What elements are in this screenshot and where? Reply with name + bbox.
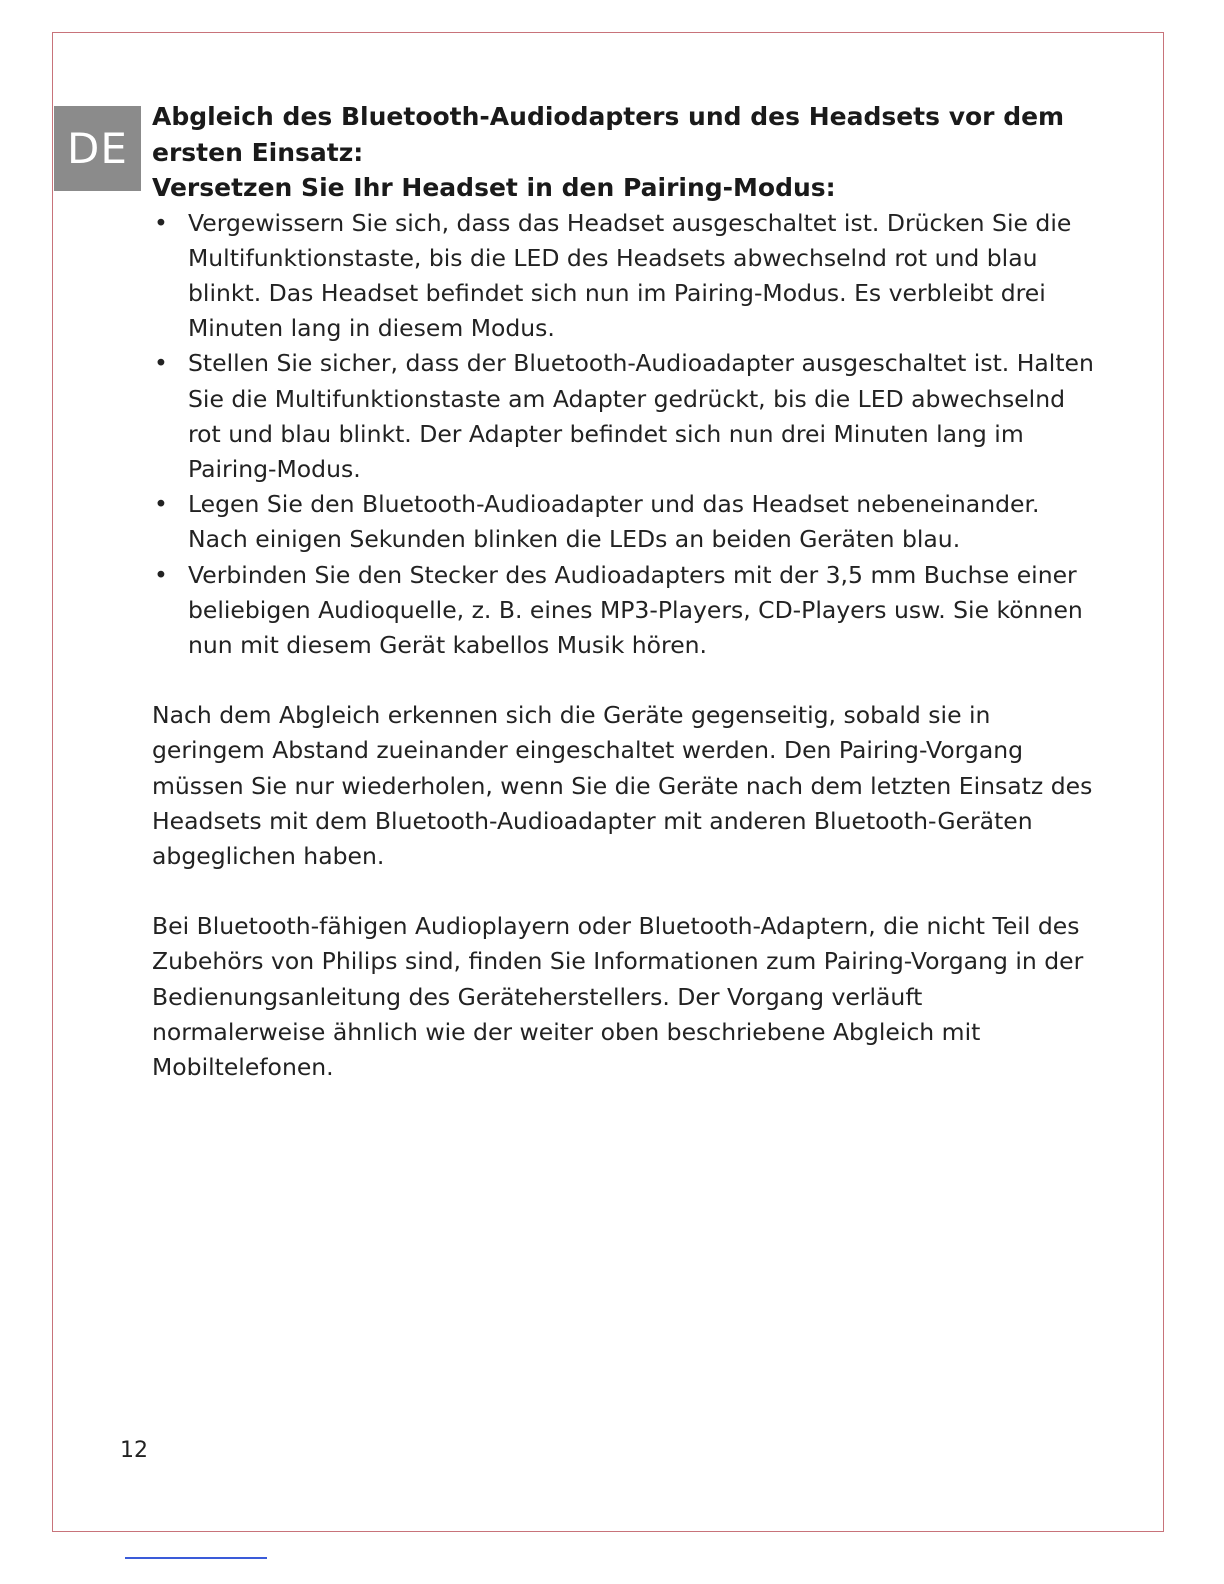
heading-line-1: Abgleich des Bluetooth-Audiodapters und des Headsets vor dem — [152, 102, 1065, 131]
pairing-steps-list — [152, 206, 1097, 664]
step-text: Verbinden Sie den Stecker des Audioadapters mit der 3,5 mm Buchse einer beliebigen Audioquelle, z. B. eines MP3-Players, CD-Players usw. Sie können nun mit diesem Gerät kabellos Musik hören. — [188, 560, 1083, 659]
step-text: Legen Sie den Bluetooth-Audioadapter und das Headset nebeneinander. Nach einigen Sekunden blinken die LEDs an beiden Geräten blau. — [188, 490, 1040, 554]
heading-line-3: Versetzen Sie Ihr Headset in den Pairing-Modus: — [152, 173, 836, 202]
step-text: Stellen Sie sicher, dass der Bluetooth-Audioadapter ausgeschaltet ist. Halten Sie die Multifunktionstaste am Adapter gedrückt, bis die LED abwechselnd rot und blau blinkt. Der Adapter befindet sich nun drei Minuten lang im Pairing-Modus. — [188, 349, 1094, 483]
list-item — [152, 206, 1097, 347]
bullet-icon: • — [154, 349, 168, 378]
paragraph-third-party: Bei Bluetooth-fähigen Audioplayern oder Bluetooth-Adaptern, die nicht Teil des Zubehörs von Philips sind, finden Sie Informationen zum Pairing-Vorgang in der Bedienungsanleitung des Geräteherstellers. Der Vorgang verläuft normalerweise ähnlich wie der weiter oben beschriebene Abgleich mit Mobiltelefonen. — [152, 912, 1084, 1081]
step-text: Vergewissern Sie sich, dass das Headset ausgeschaltet ist. Drücken Sie die Multifunktionstaste, bis die LED des Headsets abwechselnd rot und blau blinkt. Das Headset befindet sich nun im Pairing-Modus. Es verbleibt drei Minuten lang in diesem Modus. — [188, 208, 1072, 343]
page-number: 12 — [120, 1438, 148, 1463]
list-item — [152, 558, 1097, 664]
paragraph-recognition: Nach dem Abgleich erkennen sich die Geräte gegenseitig, sobald sie in geringem Abstand zueinander eingeschaltet werden. Den Pairing-Vorgang müssen Sie nur wiederholen, wenn Sie die Geräte nach dem letzten Einsatz des Headsets mit dem Bluetooth-Audioadapter mit anderen Bluetooth-Geräten abgeglichen haben. — [152, 701, 1093, 870]
section-heading — [152, 99, 1097, 206]
list-item — [152, 346, 1097, 487]
bullet-icon: • — [154, 560, 168, 589]
bottom-rule — [125, 1557, 267, 1559]
heading-line-2: ersten Einsatz: — [152, 137, 364, 167]
language-tab: DE — [54, 106, 141, 191]
bullet-icon: • — [154, 490, 168, 519]
page-content — [152, 99, 1097, 1085]
bullet-icon: • — [154, 208, 168, 237]
list-item — [152, 487, 1097, 557]
